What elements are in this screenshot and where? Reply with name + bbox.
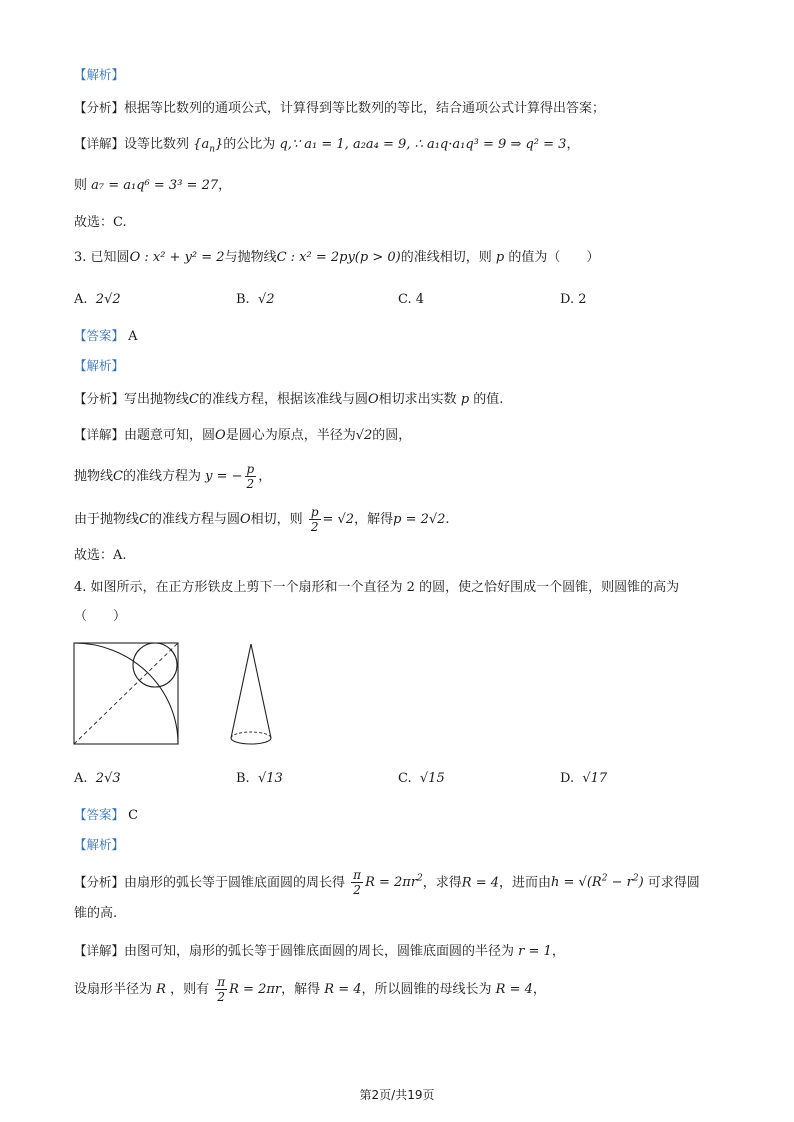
xiangjie-q3: 【详解】由题意可知，圆O是圆心为原点，半径为√2的圆，: [74, 427, 412, 443]
fenxi-q4-line2: 锥的高.: [74, 906, 118, 921]
fenxi-line-1: 【分析】根据等比数列的通项公式，计算得到等比数列的等比，结合通项公式计算得出答案；: [74, 100, 606, 116]
square-sector-figure: [73, 642, 180, 746]
guxuan-q3: 故选：A.: [74, 548, 127, 563]
fenxi-q4: 【分析】由扇形的弧长等于圆锥底面圆的周长得 $\frac{\pi}{2}$ $R = 2\pi r^2$，求得R = 4，进而由$h = √(R^2 - r^2)$ 可求得圆: [74, 868, 700, 898]
guxuan-1: 故选：C.: [74, 215, 127, 230]
question-3: 3. 已知圆O : x² + y² = 2与抛物线C : x² = 2py(p > 0)的准线相切，则 p 的值为（ ）: [74, 250, 600, 265]
q3-directrix-line: 抛物线C的准线方程为 y = − $\frac{p}{2}$ ，: [74, 462, 272, 491]
q4-option-d: D. √17: [560, 771, 608, 786]
question-4: 4. 如图所示，在正方形铁皮上剪下一个扇形和一个直径为 2 的圆，使之恰好围成一个圆锥，则圆锥的高为: [74, 580, 680, 595]
page-footer: 第2页/共19页: [359, 1088, 435, 1102]
q3-solve-line: 由于抛物线C的准线方程与圆O相切，则 $\frac{p}{2}$ = √2，解得p = 2√2.: [74, 505, 450, 534]
ze-line: 则 a₇ = a₁q⁶ = 3³ = 27，: [74, 178, 232, 193]
q4-option-c: C. √15: [398, 771, 445, 786]
fenxi-q3: 【分析】写出抛物线C的准线方程，根据该准线与圆O相切求出实数 p 的值.: [74, 391, 504, 407]
q3-option-b: B. √2: [236, 292, 275, 307]
q3-option-d: D. 2: [560, 292, 587, 307]
xiangjie-line-1: 【详解】设等比数列 $\{a_n\}$的公比为 q,∵ a₁ = 1, a₂a₄ = 9, ∴ a₁q·a₁q³ = 9 ⇒ q² = 3，: [74, 136, 580, 155]
jiexi-tag-1: 【解析】: [74, 67, 125, 82]
q3-option-a: A. 2√2: [74, 292, 121, 307]
q4-radius-line: 设扇形半径为 R ，则有 $\frac{\pi}{2}$ R = 2πr，解得 R = 4，所以圆锥的母线长为 R = 4，: [74, 975, 546, 1004]
q4-option-a: A. 2√3: [74, 771, 121, 786]
daan-q4: 【答案】 C: [74, 807, 139, 823]
cone-figure: [226, 642, 276, 750]
xiangjie-math: q,∵ a₁ = 1, a₂a₄ = 9, ∴ a₁q·a₁q³ = 9 ⇒ q² = 3: [279, 137, 567, 152]
jiexi-tag-q3: 【解析】: [74, 358, 125, 373]
q3-option-c: C. 4: [398, 292, 425, 307]
question-4-paren: （ ）: [74, 609, 127, 624]
daan-q3: 【答案】 A: [74, 328, 138, 344]
jiexi-tag-q4: 【解析】: [74, 837, 125, 852]
q4-option-b: B. √13: [236, 771, 283, 786]
xiangjie-q4: 【详解】由图可知，扇形的弧长等于圆锥底面圆的周长，圆锥底面圆的半径为 r = 1，: [74, 943, 565, 959]
